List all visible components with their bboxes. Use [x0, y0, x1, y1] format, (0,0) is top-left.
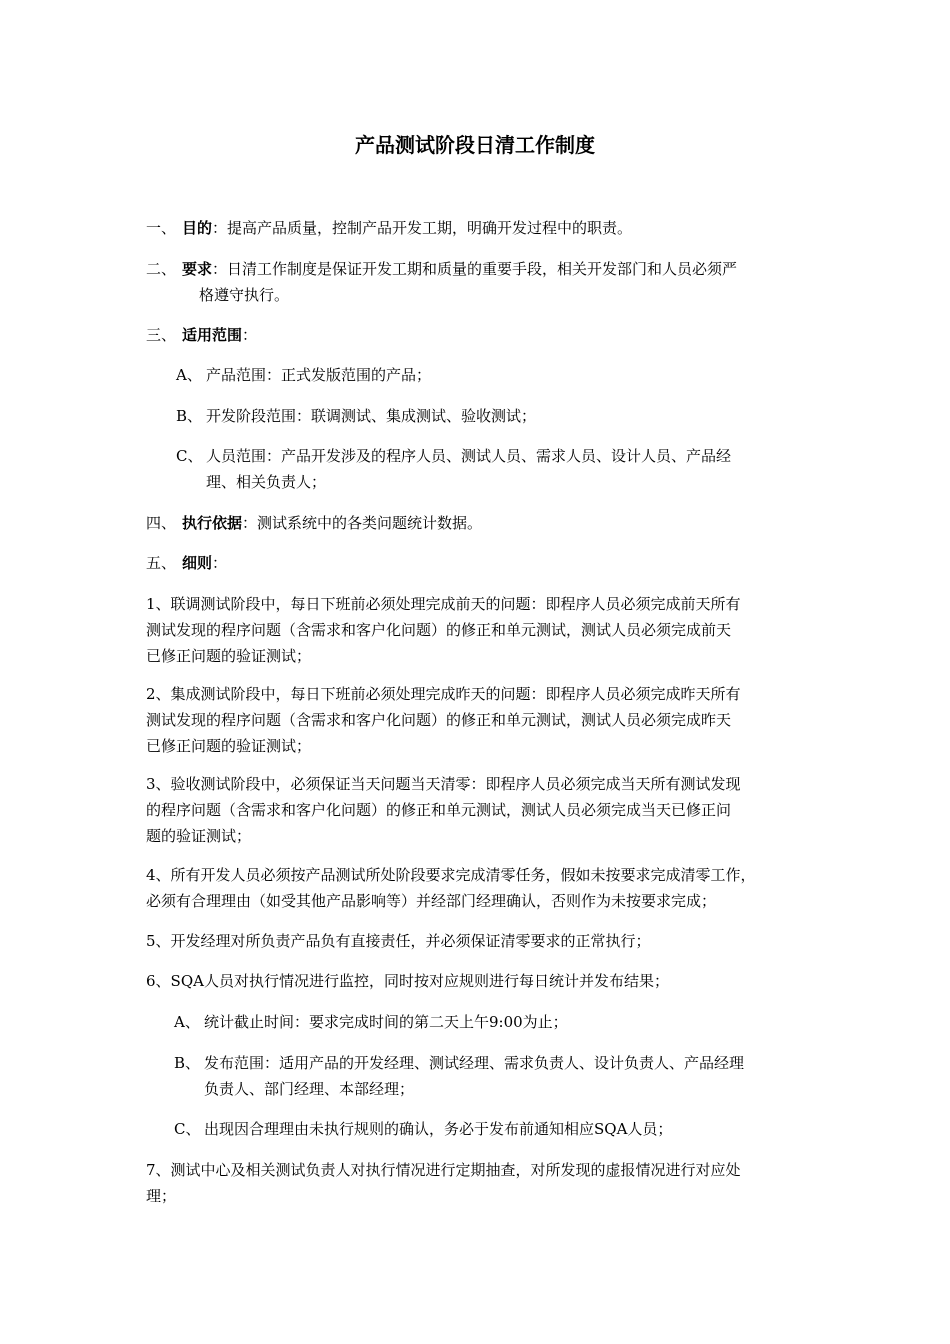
section-label: 细则: [182, 554, 213, 572]
section-text: ：提高产品质量，控制产品开发工期，明确开发过程中的职责。: [212, 219, 633, 237]
rule-3: [146, 771, 741, 849]
item-text-continued: 理、相关负责人；: [206, 473, 327, 491]
rule-line: 5、开发经理对所负责产品负有直接责任，并必须保证清零要求的正常执行；: [146, 932, 651, 950]
rule-6: [146, 968, 669, 994]
rule-line: 的程序问题（含需求和客户化问题）的修正和单元测试，测试人员必须完成当天已修正问: [146, 801, 732, 819]
section-label: 适用范围: [182, 326, 243, 344]
rule-5: [146, 928, 651, 954]
section-text-continued: 格遵守执行。: [199, 286, 290, 304]
section-purpose: [146, 215, 632, 241]
item-number: B、: [176, 407, 203, 425]
item-text: 出现因合理理由未执行规则的确认，务必于发布前通知相应SQA人员；: [204, 1120, 673, 1138]
section-label: 目的: [182, 219, 213, 237]
rule-line: 理；: [146, 1187, 177, 1205]
item-text: 发布范围：适用产品的开发经理、测试经理、需求负责人、设计负责人、产品经理: [204, 1054, 745, 1072]
section-colon: ：: [212, 554, 228, 572]
rule-1: [146, 591, 741, 669]
section-number: 二、: [146, 260, 177, 278]
rule-4: [146, 862, 756, 914]
rule-line: 4、所有开发人员必须按产品测试所处阶段要求完成清零任务，假如未按要求完成清零工作，: [146, 866, 756, 884]
item-number: A、: [174, 1013, 200, 1031]
rule-line: 2、集成测试阶段中，每日下班前必须处理完成昨天的问题：即程序人员必须完成昨天所有: [146, 685, 741, 703]
rule-2: [146, 681, 741, 759]
rule-line: 必须有合理理由（如受其他产品影响等）并经部门经理确认，否则作为未按要求完成；: [146, 892, 717, 910]
rule-line: 6、SQA人员对执行情况进行监控，同时按对应规则进行每日统计并发布结果；: [146, 972, 669, 990]
item-text: 产品范围：正式发版范围的产品；: [206, 366, 432, 384]
rule-6-item-a: [174, 1009, 568, 1035]
section-text: ：日清工作制度是保证开发工期和质量的重要手段，相关开发部门和人员必须严: [212, 260, 738, 278]
section-text: ：测试系统中的各类问题统计数据。: [242, 514, 483, 532]
rule-line: 7、测试中心及相关测试负责人对执行情况进行定期抽查，对所发现的虚报情况进行对应处: [146, 1161, 741, 1179]
section-basis: [146, 510, 482, 536]
scope-item-b: [176, 403, 536, 429]
section-number: 一、: [146, 219, 177, 237]
section-colon: ：: [242, 326, 258, 344]
rule-7: [146, 1157, 741, 1209]
rule-6-item-c: [174, 1116, 672, 1142]
section-number: 三、: [146, 326, 177, 344]
item-number: A、: [176, 366, 202, 384]
item-number: C、: [174, 1120, 201, 1138]
item-text-continued: 负责人、部门经理、本部经理；: [204, 1080, 415, 1098]
scope-item-a: [176, 362, 431, 388]
rule-6-item-b: [174, 1050, 744, 1102]
rule-line: 测试发现的程序问题（含需求和客户化问题）的修正和单元测试，测试人员必须完成昨天: [146, 711, 732, 729]
section-requirement: [146, 256, 737, 308]
item-number: C、: [176, 447, 203, 465]
item-text: 人员范围：产品开发涉及的程序人员、测试人员、需求人员、设计人员、产品经: [206, 447, 732, 465]
section-number: 五、: [146, 554, 177, 572]
section-label: 执行依据: [182, 514, 243, 532]
section-number: 四、: [146, 514, 177, 532]
section-label: 要求: [182, 260, 213, 278]
section-rules: [146, 550, 227, 576]
section-scope: [146, 322, 257, 348]
item-text: 统计截止时间：要求完成时间的第二天上午9:00为止；: [204, 1013, 568, 1031]
rule-line: 已修正问题的验证测试；: [146, 647, 312, 665]
rule-line: 已修正问题的验证测试；: [146, 737, 312, 755]
rule-line: 3、验收测试阶段中，必须保证当天问题当天清零：即程序人员必须完成当天所有测试发现: [146, 775, 741, 793]
rule-line: 题的验证测试；: [146, 827, 252, 845]
scope-item-c: [176, 443, 731, 495]
document-title: 产品测试阶段日清工作制度: [355, 133, 595, 157]
item-text: 开发阶段范围：联调测试、集成测试、验收测试；: [206, 407, 537, 425]
item-number: B、: [174, 1054, 201, 1072]
rule-line: 1、联调测试阶段中，每日下班前必须处理完成前天的问题：即程序人员必须完成前天所有: [146, 595, 741, 613]
rule-line: 测试发现的程序问题（含需求和客户化问题）的修正和单元测试，测试人员必须完成前天: [146, 621, 732, 639]
